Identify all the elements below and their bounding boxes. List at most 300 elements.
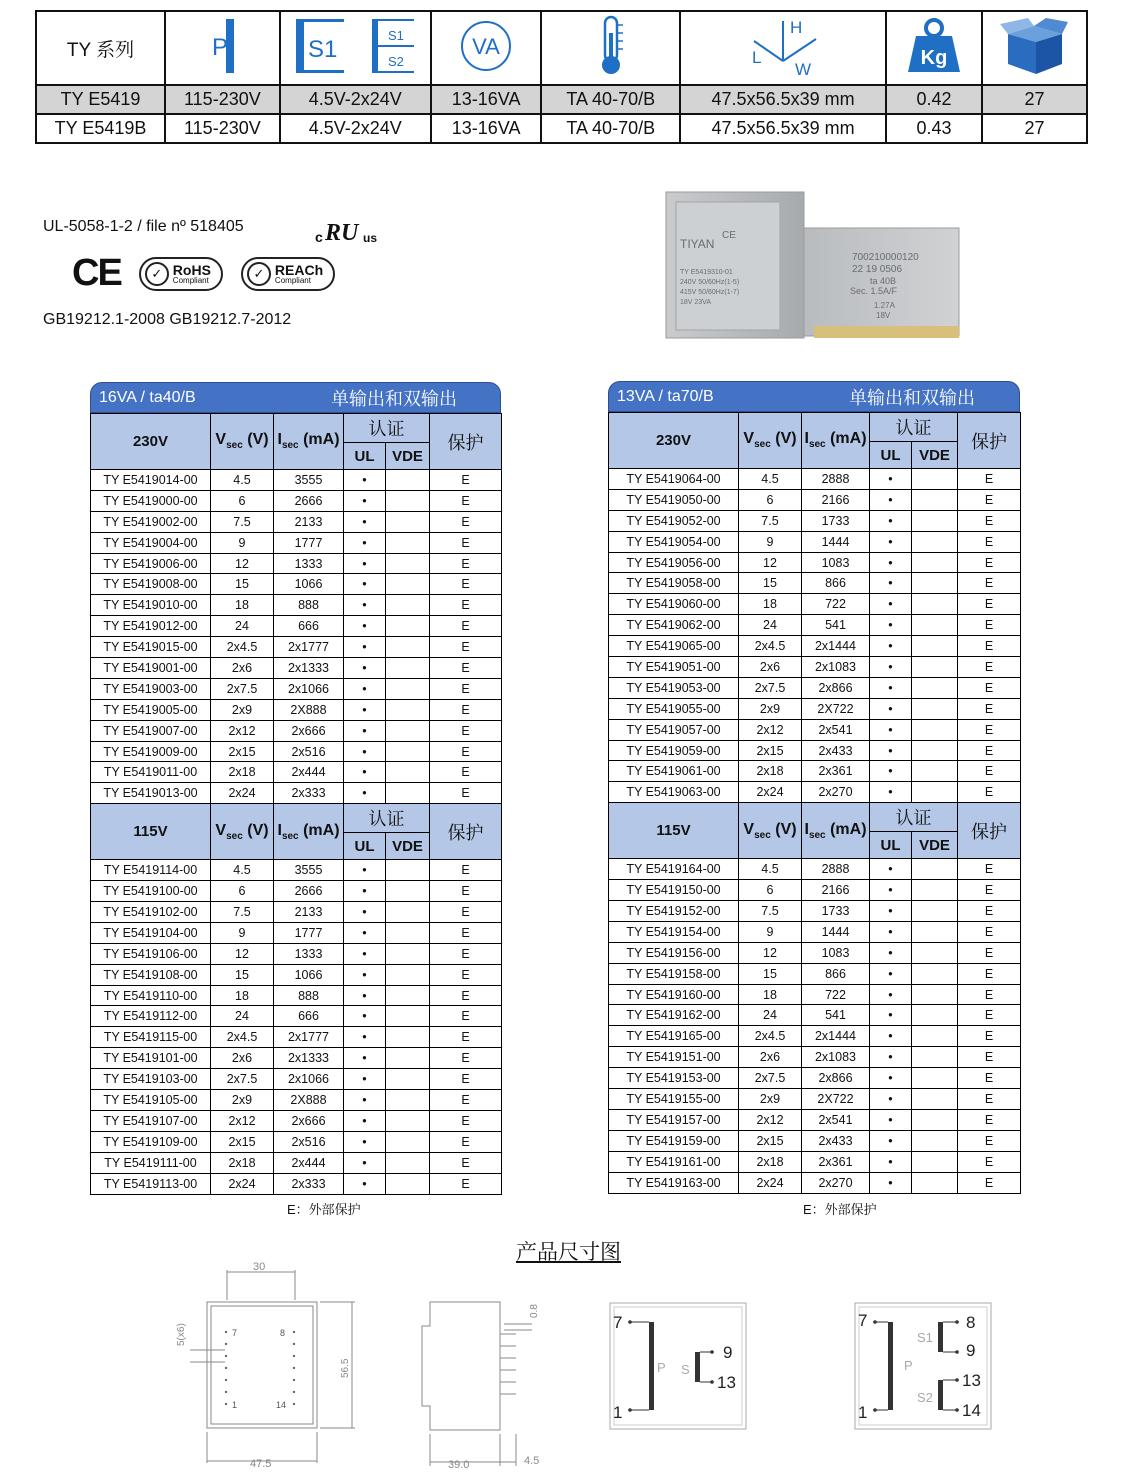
protection-value: E	[430, 922, 502, 943]
ul-mark: •	[870, 1047, 912, 1068]
svg-text:700210000120: 700210000120	[852, 252, 919, 263]
vsec-value: 12	[739, 942, 802, 963]
ul-mark: •	[870, 469, 912, 490]
ul-mark: •	[344, 470, 386, 491]
isec-value: 1066	[274, 964, 344, 985]
isec-value: 2x1777	[274, 1027, 344, 1048]
part-number: TY E5419054-00	[609, 531, 739, 552]
ul-mark: •	[870, 636, 912, 657]
ul-mark: •	[870, 984, 912, 1005]
input-cell: 115-230V	[165, 114, 280, 143]
part-number: TY E5419010-00	[91, 595, 211, 616]
table-row	[609, 1026, 1021, 1047]
vsec-value: 12	[739, 552, 802, 573]
svg-text:S1: S1	[307, 35, 338, 63]
ul-mark: •	[870, 657, 912, 678]
table-row	[91, 1090, 502, 1111]
part-number: TY E5419105-00	[91, 1090, 211, 1111]
vsec-value: 4.5	[739, 469, 802, 490]
vde-mark	[386, 1090, 430, 1111]
svg-text:14: 14	[962, 1401, 981, 1420]
part-number: TY E5419150-00	[609, 880, 739, 901]
vde-mark	[912, 719, 958, 740]
vde-mark	[912, 552, 958, 573]
vsec-value: 2x6	[211, 658, 274, 679]
vsec-value: 2x9	[739, 1089, 802, 1110]
left-note: E：外部保护	[287, 1202, 361, 1217]
part-number: TY E5419053-00	[609, 677, 739, 698]
vde-mark	[386, 1069, 430, 1090]
table-row	[91, 595, 502, 616]
table-row	[91, 658, 502, 679]
ul-mark: •	[344, 1110, 386, 1131]
ce-mark-icon: CE	[72, 252, 121, 294]
table-row	[609, 942, 1021, 963]
svg-text:39.0: 39.0	[448, 1459, 470, 1470]
ul-mark: •	[870, 552, 912, 573]
vsec-value: 2x4.5	[739, 636, 802, 657]
vsec-value: 24	[739, 615, 802, 636]
temp-cell: TA 40-70/B	[541, 114, 680, 143]
vde-mark	[386, 964, 430, 985]
vde-mark	[386, 1006, 430, 1027]
part-number: TY E5419063-00	[609, 782, 739, 803]
isec-value: 1777	[274, 532, 344, 553]
table-row	[91, 1152, 502, 1173]
protection-value: E	[958, 1130, 1021, 1151]
vde-mark	[912, 1047, 958, 1068]
svg-text:VA: VA	[472, 33, 500, 59]
vsec-value: 12	[211, 553, 274, 574]
table-row	[91, 762, 502, 783]
vde-mark	[386, 1173, 430, 1194]
isec-value: 2x541	[802, 719, 870, 740]
protection-header: 保护	[430, 414, 502, 470]
pack-cell: 27	[982, 85, 1087, 114]
part-number: TY E5419057-00	[609, 719, 739, 740]
part-number: TY E5419158-00	[609, 963, 739, 984]
vsec-value: 2x24	[739, 782, 802, 803]
vsec-value: 2x18	[739, 761, 802, 782]
protection-value: E	[430, 574, 502, 595]
isec-value: 2x1083	[802, 1047, 870, 1068]
ul-mark: •	[870, 1172, 912, 1193]
table-row	[91, 1006, 502, 1027]
table-row	[91, 741, 502, 762]
isec-value: 2666	[274, 881, 344, 902]
isec-value: 2x666	[274, 720, 344, 741]
vde-mark	[912, 1089, 958, 1110]
vde-mark	[912, 1068, 958, 1089]
vsec-value: 2x15	[739, 740, 802, 761]
ul-mark: •	[870, 901, 912, 922]
protection-value: E	[958, 698, 1021, 719]
part-number: TY E5419062-00	[609, 615, 739, 636]
vde-mark	[386, 595, 430, 616]
right-table-title: 13VA / ta70/B 单输出和双输出	[608, 381, 1020, 412]
table-row	[609, 594, 1021, 615]
isec-value: 2X722	[802, 698, 870, 719]
part-number: TY E5419109-00	[91, 1131, 211, 1152]
ul-mark: •	[870, 615, 912, 636]
svg-text:240V 50/60Hz(1-5): 240V 50/60Hz(1-5)	[680, 279, 740, 286]
isec-value: 1444	[802, 921, 870, 942]
vsec-value: 2x15	[739, 1130, 802, 1151]
table-row	[91, 532, 502, 553]
vsec-value: 24	[211, 616, 274, 637]
table-row	[91, 881, 502, 902]
summary-row	[36, 85, 1087, 114]
protection-value: E	[430, 511, 502, 532]
ul-mark: •	[344, 720, 386, 741]
vsec-value: 9	[739, 531, 802, 552]
ul-logo-icon	[313, 218, 383, 246]
vsec-value: 9	[211, 922, 274, 943]
vsec-value: 6	[739, 880, 802, 901]
vde-mark	[912, 1130, 958, 1151]
vde-mark	[386, 1027, 430, 1048]
ul-mark: •	[870, 740, 912, 761]
protection-value: E	[430, 720, 502, 741]
summary-row	[36, 114, 1087, 143]
protection-header: 保护	[958, 803, 1021, 859]
protection-value: E	[430, 470, 502, 491]
vde-mark	[386, 1131, 430, 1152]
part-number: TY E5419004-00	[91, 532, 211, 553]
protection-value: E	[958, 921, 1021, 942]
protection-value: E	[430, 678, 502, 699]
svg-text:ta 40B: ta 40B	[870, 276, 897, 286]
isec-header: $I_{sec}$ (mA)	[802, 803, 870, 859]
vsec-header: $V_{sec}$ (V)	[211, 414, 274, 470]
table-row	[609, 1151, 1021, 1172]
ul-mark: •	[870, 880, 912, 901]
ul-mark: •	[870, 698, 912, 719]
vsec-value: 2x9	[211, 1090, 274, 1111]
rohs-icon: ✓ RoHS Compliant	[139, 257, 223, 291]
ul-mark: •	[344, 783, 386, 804]
vsec-value: 7.5	[211, 902, 274, 923]
vde-mark	[912, 921, 958, 942]
temp-cell: TA 40-70/B	[541, 85, 680, 114]
table-row	[91, 783, 502, 804]
isec-value: 2x1066	[274, 1069, 344, 1090]
vsec-value: 12	[211, 943, 274, 964]
protection-value: E	[430, 699, 502, 720]
vsec-value: 18	[739, 984, 802, 1005]
protection-value: E	[430, 637, 502, 658]
table-row	[609, 1005, 1021, 1026]
pack-cell: 27	[982, 114, 1087, 143]
table-row	[609, 552, 1021, 573]
isec-value: 3555	[274, 860, 344, 881]
svg-text:13: 13	[962, 1371, 981, 1390]
ul-header: UL	[870, 832, 912, 859]
left-table-title: 16VA / ta40/B 单输出和双输出	[90, 382, 501, 413]
isec-value: 2x666	[274, 1110, 344, 1131]
vde-mark	[386, 985, 430, 1006]
part-number: TY E5419003-00	[91, 678, 211, 699]
part-number: TY E5419002-00	[91, 511, 211, 532]
part-number: TY E5419058-00	[609, 573, 739, 594]
ul-mark: •	[344, 881, 386, 902]
table-row	[609, 719, 1021, 740]
secondary-winding-icon	[280, 11, 431, 85]
compliance-logos	[72, 252, 335, 295]
dimensions-title: 产品尺寸图	[516, 1240, 621, 1264]
isec-value: 2x1333	[274, 1048, 344, 1069]
vde-mark	[386, 699, 430, 720]
isec-value: 866	[802, 963, 870, 984]
table-row	[609, 963, 1021, 984]
ul-mark: •	[344, 511, 386, 532]
vsec-value: 2x9	[211, 699, 274, 720]
isec-value: 1777	[274, 922, 344, 943]
vde-mark	[912, 594, 958, 615]
table-row	[91, 470, 502, 491]
vde-mark	[912, 1005, 958, 1026]
series-label: TY 系列	[36, 11, 165, 85]
isec-value: 1083	[802, 552, 870, 573]
power-cell: 13-16VA	[431, 114, 542, 143]
protection-value: E	[430, 1152, 502, 1173]
isec-header: $I_{sec}$ (mA)	[802, 413, 870, 469]
table-row	[91, 553, 502, 574]
protection-value: E	[958, 719, 1021, 740]
primary-icon	[165, 11, 280, 85]
svg-text:S: S	[681, 1362, 690, 1377]
isec-value: 2x866	[802, 1068, 870, 1089]
table-row	[91, 490, 502, 511]
protection-value: E	[430, 985, 502, 1006]
table-row	[609, 1089, 1021, 1110]
vde-mark	[386, 490, 430, 511]
part-number: TY E5419155-00	[609, 1089, 739, 1110]
left-spec-table	[90, 382, 501, 1195]
single-output-schematic	[609, 1302, 747, 1430]
ul-mark: •	[344, 595, 386, 616]
vsec-value: 9	[739, 921, 802, 942]
vsec-value: 2x15	[211, 741, 274, 762]
vde-mark	[912, 1151, 958, 1172]
protection-value: E	[430, 860, 502, 881]
vsec-value: 18	[211, 595, 274, 616]
protection-value: E	[958, 942, 1021, 963]
ul-mark: •	[870, 761, 912, 782]
ul-mark: •	[344, 964, 386, 985]
vde-mark	[912, 740, 958, 761]
vde-mark	[912, 677, 958, 698]
svg-text:4.5: 4.5	[524, 1455, 540, 1467]
svg-text:c: c	[315, 229, 323, 245]
part-number: TY E5419111-00	[91, 1152, 211, 1173]
protection-value: E	[430, 595, 502, 616]
box-icon	[982, 11, 1087, 85]
part-number: TY E5419156-00	[609, 942, 739, 963]
table-row	[609, 1172, 1021, 1193]
part-number: TY E5419164-00	[609, 859, 739, 880]
ul-mark: •	[344, 490, 386, 511]
isec-value: 1733	[802, 901, 870, 922]
input-cell: 115-230V	[165, 85, 280, 114]
power-cell: 13-16VA	[431, 85, 542, 114]
part-number: TY E5419152-00	[609, 901, 739, 922]
vde-mark	[912, 782, 958, 803]
protection-value: E	[430, 762, 502, 783]
vsec-value: 24	[739, 1005, 802, 1026]
protection-value: E	[958, 963, 1021, 984]
part-number: TY E5419107-00	[91, 1110, 211, 1131]
ul-mark: •	[870, 859, 912, 880]
isec-value: 2x433	[802, 1130, 870, 1151]
vde-mark	[912, 859, 958, 880]
vde-mark	[386, 1110, 430, 1131]
part-number: TY E5419056-00	[609, 552, 739, 573]
part-number: TY E5419106-00	[91, 943, 211, 964]
svg-text:S1: S1	[387, 27, 404, 43]
isec-value: 1333	[274, 943, 344, 964]
protection-value: E	[958, 782, 1021, 803]
vsec-value: 2x6	[211, 1048, 274, 1069]
isec-value: 2888	[802, 469, 870, 490]
svg-text:S2: S2	[387, 53, 404, 69]
protection-value: E	[958, 1047, 1021, 1068]
protection-value: E	[430, 553, 502, 574]
isec-value: 722	[802, 594, 870, 615]
ul-mark: •	[870, 510, 912, 531]
protection-value: E	[430, 783, 502, 804]
vde-mark	[912, 698, 958, 719]
vde-mark	[386, 881, 430, 902]
isec-value: 888	[274, 985, 344, 1006]
vsec-value: 2x12	[211, 1110, 274, 1131]
protection-value: E	[430, 1048, 502, 1069]
isec-value: 2888	[802, 859, 870, 880]
protection-value: E	[430, 1027, 502, 1048]
vsec-value: 15	[739, 573, 802, 594]
vsec-value: 15	[211, 964, 274, 985]
ul-mark: •	[344, 1006, 386, 1027]
table-row	[91, 985, 502, 1006]
vsec-value: 2x12	[739, 1109, 802, 1130]
ul-mark: •	[870, 1130, 912, 1151]
protection-value: E	[430, 881, 502, 902]
part-number: TY E5419110-00	[91, 985, 211, 1006]
table-row	[91, 1069, 502, 1090]
protection-value: E	[958, 552, 1021, 573]
vsec-value: 2x6	[739, 657, 802, 678]
table-header	[91, 804, 502, 833]
isec-value: 2x541	[802, 1109, 870, 1130]
table-row	[91, 1110, 502, 1131]
isec-value: 2x516	[274, 1131, 344, 1152]
vsec-value: 2x24	[211, 783, 274, 804]
vsec-value: 4.5	[739, 859, 802, 880]
table-row	[609, 984, 1021, 1005]
side-view-drawing	[412, 1296, 552, 1470]
isec-value: 2x866	[802, 677, 870, 698]
svg-text:13: 13	[717, 1373, 736, 1392]
vsec-header: $V_{sec}$ (V)	[739, 413, 802, 469]
protection-value: E	[430, 1006, 502, 1027]
ul-mark: •	[870, 719, 912, 740]
protection-value: E	[958, 677, 1021, 698]
part-number: TY E5419112-00	[91, 1006, 211, 1027]
vde-mark	[912, 615, 958, 636]
table-row	[609, 921, 1021, 942]
svg-text:S1: S1	[917, 1330, 933, 1345]
gb-standard-line: GB19212.1-2008 GB19212.7-2012	[43, 311, 292, 328]
isec-value: 2x1333	[274, 658, 344, 679]
table-row	[609, 510, 1021, 531]
vde-mark	[912, 573, 958, 594]
ul-mark: •	[344, 943, 386, 964]
ul-mark: •	[870, 942, 912, 963]
vde-mark	[386, 658, 430, 679]
svg-text:415V 50/60Hz(1-7): 415V 50/60Hz(1-7)	[680, 289, 740, 296]
vde-mark	[912, 942, 958, 963]
part-number: TY E5419153-00	[609, 1068, 739, 1089]
table-row	[91, 720, 502, 741]
ul-mark: •	[344, 616, 386, 637]
output-cell: 4.5V-2x24V	[280, 85, 431, 114]
model-cell: TY E5419	[36, 85, 165, 114]
vde-mark	[386, 943, 430, 964]
vde-mark	[912, 880, 958, 901]
svg-text:1.27A: 1.27A	[874, 301, 895, 310]
ul-mark: •	[344, 985, 386, 1006]
thermometer-icon	[541, 11, 680, 85]
vsec-value: 2x7.5	[739, 677, 802, 698]
protection-value: E	[958, 901, 1021, 922]
part-number: TY E5419006-00	[91, 553, 211, 574]
table-row	[91, 943, 502, 964]
protection-value: E	[430, 964, 502, 985]
table-row	[609, 880, 1021, 901]
table-row	[91, 902, 502, 923]
table-row	[609, 1047, 1021, 1068]
protection-value: E	[430, 1173, 502, 1194]
part-number: TY E5419055-00	[609, 698, 739, 719]
ul-mark: •	[344, 902, 386, 923]
vsec-value: 2x12	[211, 720, 274, 741]
svg-text:14: 14	[276, 1400, 287, 1410]
part-number: TY E5419051-00	[609, 657, 739, 678]
right-note: E：外部保护	[803, 1202, 877, 1217]
vsec-value: 15	[211, 574, 274, 595]
protection-value: E	[430, 532, 502, 553]
isec-value: 2x1066	[274, 678, 344, 699]
ul-mark: •	[870, 921, 912, 942]
vde-mark	[386, 860, 430, 881]
part-number: TY E5419114-00	[91, 860, 211, 881]
part-number: TY E5419161-00	[609, 1151, 739, 1172]
isec-value: 2x1444	[802, 636, 870, 657]
part-number: TY E5419104-00	[91, 922, 211, 943]
isec-value: 2x444	[274, 762, 344, 783]
protection-value: E	[958, 510, 1021, 531]
vde-mark	[912, 984, 958, 1005]
svg-text:7: 7	[858, 1311, 868, 1330]
isec-value: 2x333	[274, 783, 344, 804]
svg-text:P: P	[904, 1358, 913, 1373]
table-header	[91, 414, 502, 443]
isec-value: 1066	[274, 574, 344, 595]
svg-text:L: L	[752, 47, 762, 67]
protection-value: E	[958, 984, 1021, 1005]
size-cell: 47.5x56.5x39 mm	[680, 114, 886, 143]
part-number: TY E5419159-00	[609, 1130, 739, 1151]
